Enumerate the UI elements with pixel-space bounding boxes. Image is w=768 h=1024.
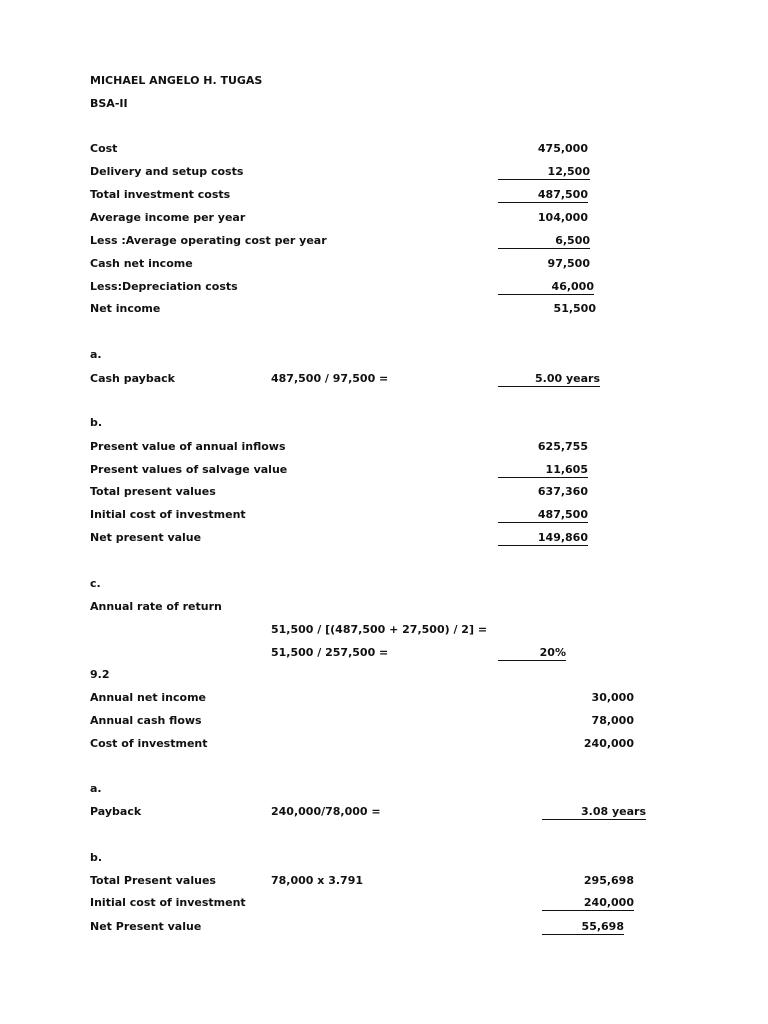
section-marker: b. [90,851,103,864]
line-value: 30,000 [591,691,634,704]
line-label: Annual net income [90,691,207,704]
formula: 51,500 / 257,500 = [271,646,389,659]
section-marker: a. [90,348,102,361]
line-label: Net present value [90,531,202,544]
result-value: 3.08 years [542,805,646,820]
section-marker: b. [90,416,103,429]
line-value: 46,000 [498,280,594,295]
line-value: 240,000 [542,896,634,911]
line-value: 240,000 [583,737,634,750]
line-value: 104,000 [537,211,588,224]
line-label: Less :Average operating cost per year [90,234,327,247]
line-value: 487,500 [498,188,588,203]
result-value: 20% [498,646,566,661]
line-label: Present values of salvage value [90,463,288,476]
line-value: 12,500 [498,165,590,180]
line-label: Payback [90,805,142,818]
line-label: Less:Depreciation costs [90,280,238,293]
line-label: Cost [90,142,118,155]
line-label: Average income per year [90,211,246,224]
line-value: 11,605 [498,463,588,478]
formula: 240,000/78,000 = [271,805,381,818]
student-name: MICHAEL ANGELO H. TUGAS [90,74,263,87]
line-value: 149,860 [498,531,588,546]
line-value: 78,000 [591,714,634,727]
line-label: Present value of annual inflows [90,440,286,453]
line-value: 475,000 [537,142,588,155]
formula: 51,500 / [(487,500 + 27,500) / 2] = [271,623,488,636]
line-label: Total Present values [90,874,216,887]
line-value: 51,500 [553,302,596,315]
section-marker: c. [90,577,101,590]
line-label: Total investment costs [90,188,231,201]
line-value: 637,360 [537,485,588,498]
line-label: Cash payback [90,372,175,385]
line-value: 6,500 [498,234,590,249]
line-label: Cost of investment [90,737,208,750]
line-label: Net income [90,302,161,315]
line-label: Total present values [90,485,216,498]
line-value: 55,698 [542,920,624,935]
course-label: BSA-II [90,97,128,110]
formula: 78,000 x 3.791 [271,874,363,887]
formula: 487,500 / 97,500 = [271,372,389,385]
result-value: 5.00 years [498,372,600,387]
line-value: 487,500 [498,508,588,523]
problem-title: 9.2 [90,668,110,681]
line-label: Cash net income [90,257,193,270]
line-label: Delivery and setup costs [90,165,244,178]
line-value: 295,698 [583,874,634,887]
line-label: Net Present value [90,920,202,933]
line-label: Initial cost of investment [90,896,246,909]
line-value: 97,500 [547,257,590,270]
line-value: 625,755 [537,440,588,453]
section-marker: a. [90,782,102,795]
line-label: Initial cost of investment [90,508,246,521]
line-label: Annual rate of return [90,600,222,613]
line-label: Annual cash flows [90,714,202,727]
